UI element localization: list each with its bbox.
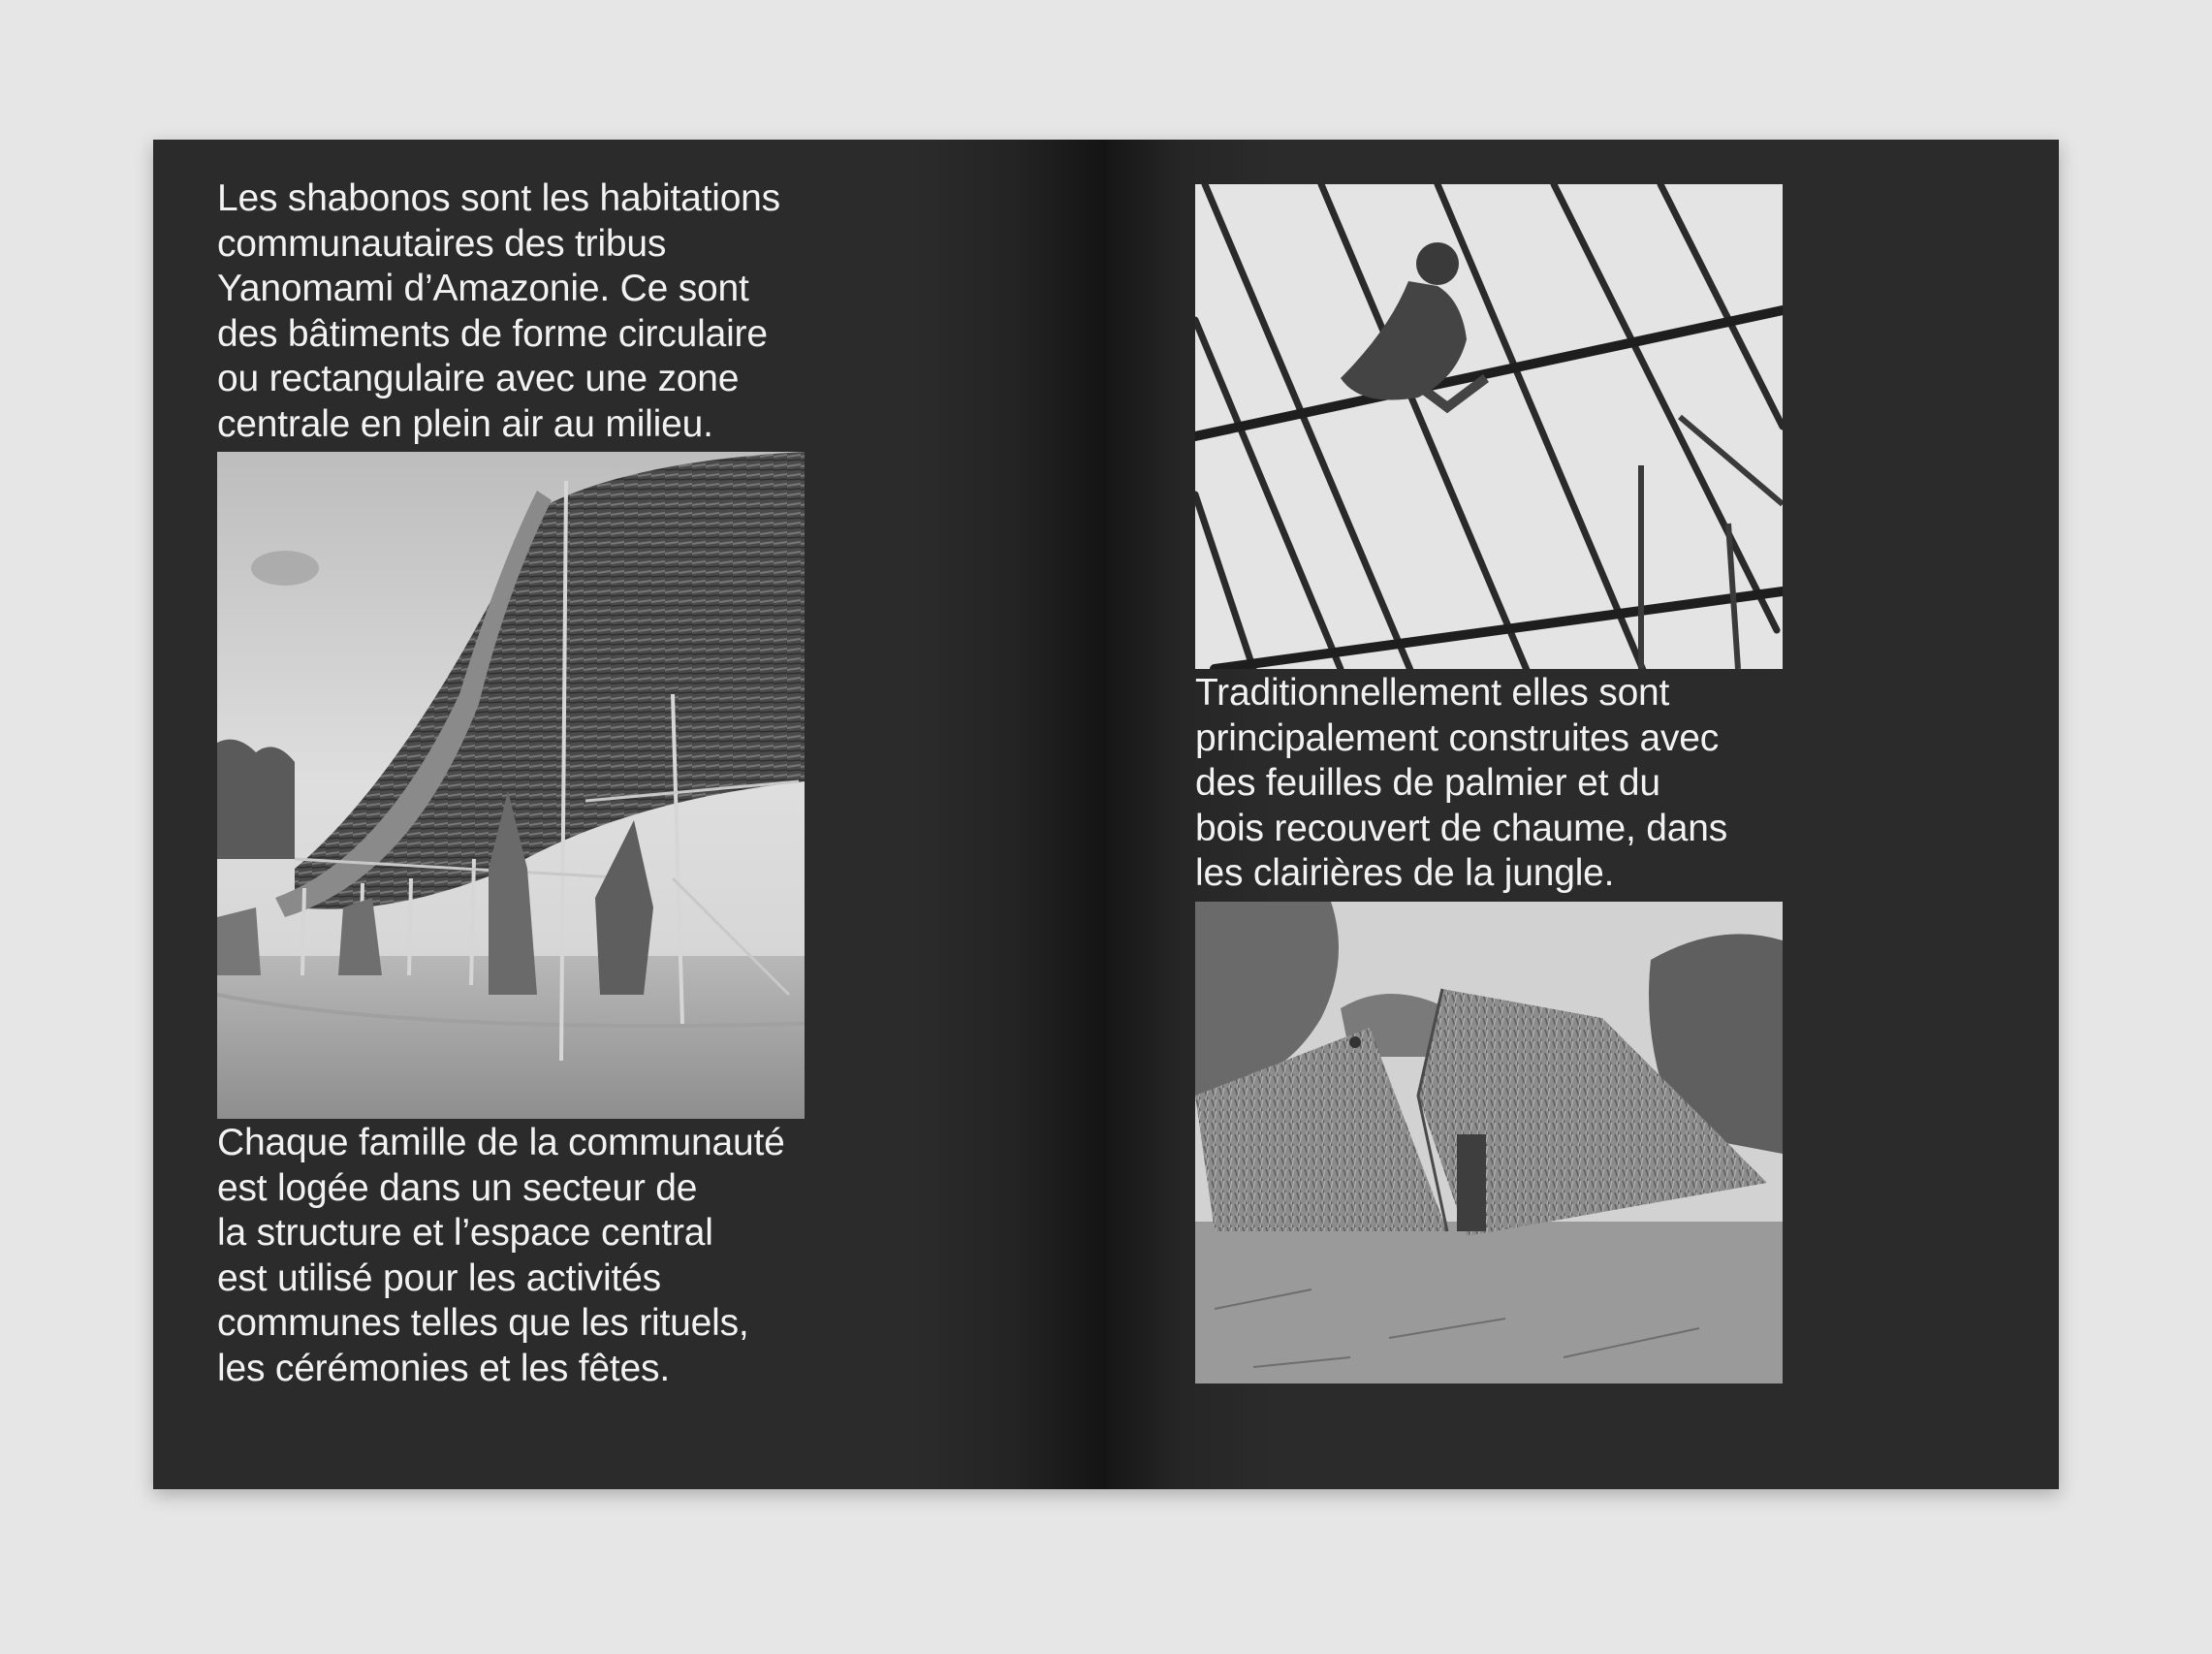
booklet-spread [153,140,2059,1489]
left-paragraph-family: Chaque famille de la communauté est logée dans un secteur de la structure et l’espace central est utilisé pour les activités communes telles que les rituels, les cérémonies et les fêtes. [217,1122,785,1389]
left-page [153,140,1106,1489]
left-paragraph-intro: Les shabonos sont les habitations communautaires des tribus Yanomami d’Amazonie. Ce sont des bâtiments de forme circulaire ou rectangulaire avec une zone centrale en plein air au milieu. [217,177,780,445]
right-page [1106,140,2059,1489]
roof-frame-climber-photo [1195,184,1783,669]
thatched-hut-photo [1195,902,1783,1384]
right-paragraph-construction: Traditionnellement elles sont principalement construites avec des feuilles de palmier et du bois recouvert de chaume, dans les clairières de la jungle. [1195,672,1727,894]
shabono-interior-photo [217,452,805,1119]
